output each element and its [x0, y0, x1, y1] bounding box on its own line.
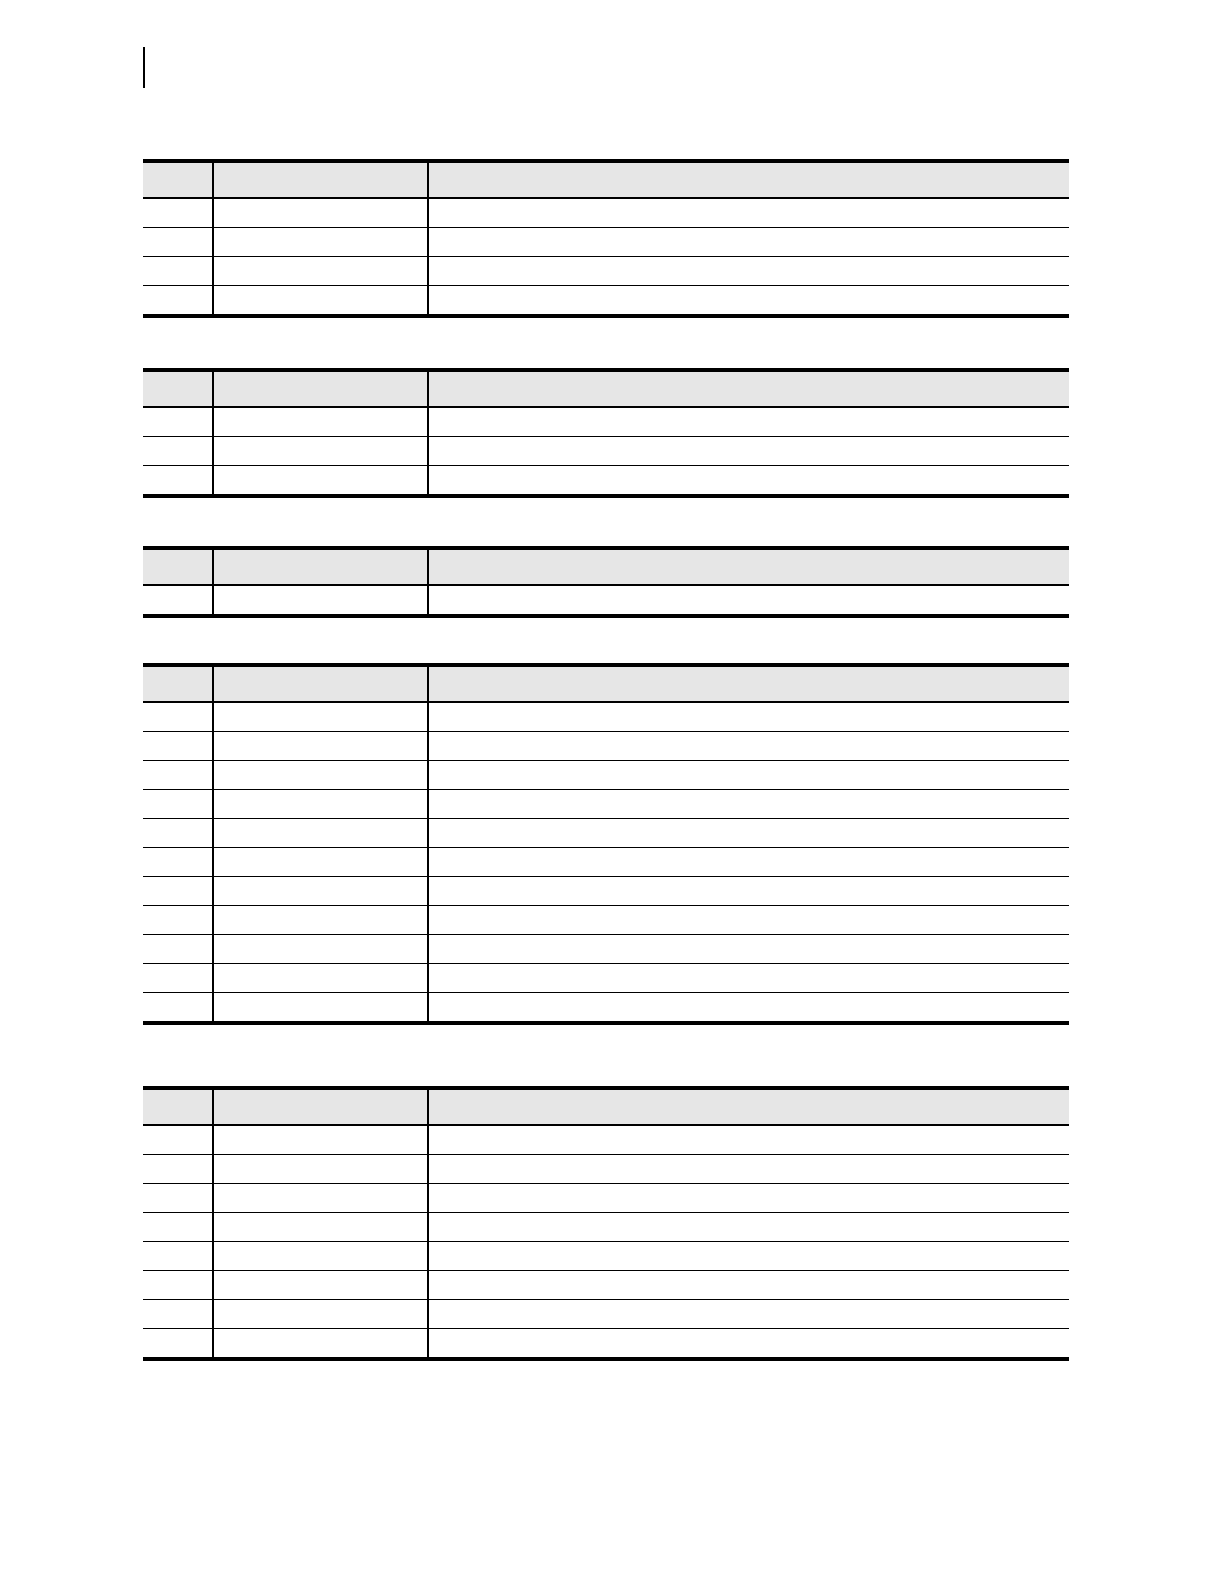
table-cell	[143, 848, 213, 877]
table-cell	[428, 257, 1069, 286]
column-header	[213, 161, 428, 198]
table-cell	[213, 702, 428, 732]
table-row	[143, 848, 1069, 877]
table-header-row	[143, 1088, 1069, 1125]
table-row	[143, 1329, 1069, 1360]
table-cell	[428, 761, 1069, 790]
table-cell	[428, 819, 1069, 848]
table-cell	[213, 993, 428, 1024]
table-cell	[428, 993, 1069, 1024]
table-cell	[143, 1155, 213, 1184]
table-cell	[143, 466, 213, 497]
table-cell	[213, 1184, 428, 1213]
table-row	[143, 437, 1069, 466]
table-cell	[213, 1271, 428, 1300]
table-cell	[213, 790, 428, 819]
column-header	[428, 1088, 1069, 1125]
table-cell	[428, 964, 1069, 993]
table-cell	[143, 437, 213, 466]
table-cell	[143, 935, 213, 964]
table-cell	[213, 437, 428, 466]
table-header-row	[143, 370, 1069, 407]
column-header	[143, 161, 213, 198]
table-cell	[428, 877, 1069, 906]
table-cell	[428, 228, 1069, 257]
table-cell	[143, 819, 213, 848]
table-row	[143, 257, 1069, 286]
table-cell	[213, 761, 428, 790]
table-cell	[213, 964, 428, 993]
table-row	[143, 1125, 1069, 1155]
table-row	[143, 407, 1069, 437]
table-row	[143, 732, 1069, 761]
table-cell	[143, 257, 213, 286]
table-cell	[143, 732, 213, 761]
table-cell	[143, 1184, 213, 1213]
table-cell	[213, 585, 428, 616]
table-cell	[143, 1300, 213, 1329]
table-cell	[143, 964, 213, 993]
table-cell	[428, 286, 1069, 317]
table-cell	[428, 1155, 1069, 1184]
table-cell	[143, 1125, 213, 1155]
data-table-2	[143, 368, 1069, 498]
table-cell	[428, 1125, 1069, 1155]
table-cell	[143, 1271, 213, 1300]
table-cell	[213, 819, 428, 848]
table-cell	[213, 877, 428, 906]
data-table-4	[143, 663, 1069, 1025]
table-row	[143, 935, 1069, 964]
column-header	[428, 665, 1069, 702]
table-row	[143, 585, 1069, 616]
table-cell	[143, 702, 213, 732]
table-cell	[428, 848, 1069, 877]
table-cell	[143, 585, 213, 616]
table-cell	[143, 1213, 213, 1242]
table-cell	[143, 906, 213, 935]
column-header	[213, 1088, 428, 1125]
table-cell	[428, 1242, 1069, 1271]
table-cell	[143, 993, 213, 1024]
table-row	[143, 702, 1069, 732]
table-row	[143, 1242, 1069, 1271]
table-cell	[143, 1242, 213, 1271]
table-cell	[428, 935, 1069, 964]
column-header	[213, 548, 428, 585]
table-row	[143, 228, 1069, 257]
table-header-row	[143, 161, 1069, 198]
table-cell	[213, 407, 428, 437]
table-cell	[213, 1213, 428, 1242]
table-cell	[143, 407, 213, 437]
table-cell	[143, 1329, 213, 1360]
column-header	[143, 665, 213, 702]
table-row	[143, 198, 1069, 228]
table-cell	[428, 790, 1069, 819]
data-table-1	[143, 159, 1069, 318]
table-cell	[213, 198, 428, 228]
table-cell	[428, 1213, 1069, 1242]
table-row	[143, 761, 1069, 790]
table-cell	[143, 286, 213, 317]
column-header	[213, 370, 428, 407]
table-row	[143, 1213, 1069, 1242]
table-cell	[213, 906, 428, 935]
table-cell	[428, 407, 1069, 437]
table-cell	[143, 877, 213, 906]
table-cell	[428, 702, 1069, 732]
table-row	[143, 1155, 1069, 1184]
table-row	[143, 993, 1069, 1024]
table-cell	[143, 228, 213, 257]
table-cell	[428, 1300, 1069, 1329]
table-header-row	[143, 665, 1069, 702]
table-cell	[428, 466, 1069, 497]
table-cell	[428, 437, 1069, 466]
table-cell	[213, 732, 428, 761]
table-row	[143, 466, 1069, 497]
table-header-row	[143, 548, 1069, 585]
table-row	[143, 1271, 1069, 1300]
margin-change-bar	[143, 47, 145, 88]
column-header	[428, 161, 1069, 198]
table-cell	[428, 1184, 1069, 1213]
table-cell	[213, 1329, 428, 1360]
table-row	[143, 790, 1069, 819]
column-header	[143, 370, 213, 407]
column-header	[428, 548, 1069, 585]
column-header	[143, 548, 213, 585]
table-cell	[213, 935, 428, 964]
table-cell	[143, 761, 213, 790]
table-cell	[143, 198, 213, 228]
table-cell	[428, 732, 1069, 761]
table-cell	[213, 1300, 428, 1329]
table-cell	[213, 228, 428, 257]
table-cell	[213, 1155, 428, 1184]
table-cell	[428, 1329, 1069, 1360]
table-cell	[213, 466, 428, 497]
data-table-3	[143, 546, 1069, 618]
table-row	[143, 286, 1069, 317]
table-cell	[213, 848, 428, 877]
table-row	[143, 819, 1069, 848]
table-cell	[428, 585, 1069, 616]
table-row	[143, 906, 1069, 935]
table-row	[143, 1300, 1069, 1329]
column-header	[213, 665, 428, 702]
table-row	[143, 1184, 1069, 1213]
table-cell	[213, 257, 428, 286]
data-table-5	[143, 1086, 1069, 1361]
table-cell	[213, 1242, 428, 1271]
column-header	[143, 1088, 213, 1125]
table-cell	[428, 1271, 1069, 1300]
table-cell	[428, 906, 1069, 935]
table-cell	[428, 198, 1069, 228]
table-cell	[213, 286, 428, 317]
column-header	[428, 370, 1069, 407]
table-row	[143, 877, 1069, 906]
table-cell	[213, 1125, 428, 1155]
table-cell	[143, 790, 213, 819]
table-row	[143, 964, 1069, 993]
